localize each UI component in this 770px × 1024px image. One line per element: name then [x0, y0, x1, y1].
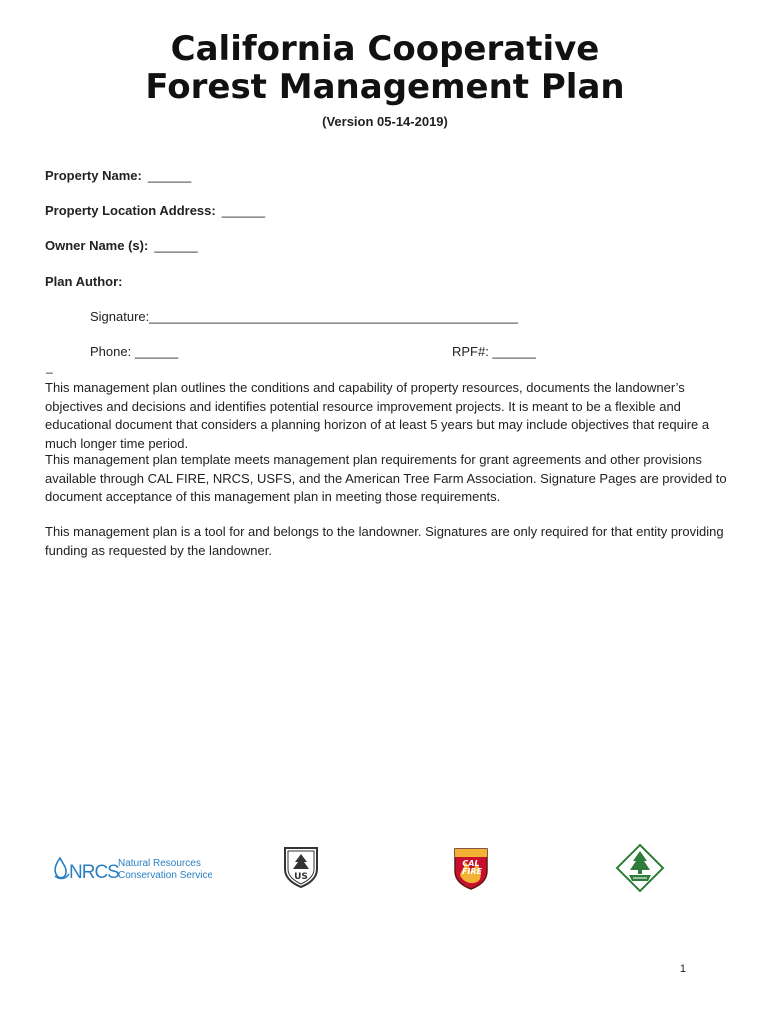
nrcs-abbr: NRCS	[69, 862, 119, 883]
property-name-field	[45, 168, 191, 183]
tree-farm-diamond-icon	[615, 843, 665, 893]
page-number: 1	[679, 963, 686, 975]
title-line-1: California Cooperative	[170, 29, 600, 69]
property-name-label: Property Name:	[45, 168, 142, 183]
signature-line[interactable]: Signature:___________________________________________________	[90, 309, 518, 324]
owner-name-field	[45, 238, 198, 253]
calfire-line1: CAL	[462, 859, 480, 868]
usfs-shield-logo	[282, 845, 320, 889]
property-location-value[interactable]: ______	[221, 203, 266, 218]
nrcs-logo	[52, 852, 212, 886]
usfs-text: US	[294, 872, 308, 882]
phone-field[interactable]: Phone: ______	[90, 344, 179, 359]
usfs-shield-icon	[282, 845, 320, 889]
calfire-shield-icon	[452, 845, 490, 891]
tree-farm-logo	[615, 843, 665, 893]
nrcs-logo-graphic	[52, 852, 212, 886]
paragraph-3: This management plan is a tool for and belongs to the landowner. Signatures are only required for that entity providing funding as requested by the landowner.	[45, 524, 724, 558]
paragraph-2: This management plan template meets management plan requirements for grant agreements and other provisions available through CAL FIRE, NRCS, USFS, and the American Tree Farm Association. Signature Pages are provided to document acceptance of this management plan in meeting those requirements.	[45, 452, 727, 504]
nrcs-line2: Conservation Service	[118, 870, 212, 881]
plan-author-label: Plan Author:	[45, 274, 123, 289]
paragraph-1: This management plan outlines the conditions and capability of property resources, documents the landowner’s objectives and decisions and identifies potential resource improvement projects. It is meant to be a flexible and educational document that considers a planning horizon of at least 5 years but may include objectives that require a much longer time period.	[45, 380, 710, 451]
property-location-label: Property Location Address:	[45, 203, 216, 218]
calfire-line2: FIRE	[461, 867, 483, 876]
owner-name-label: Owner Name (s):	[45, 238, 149, 253]
property-name-value[interactable]: ______	[147, 168, 192, 183]
owner-name-value[interactable]: ______	[154, 238, 198, 253]
document-title	[0, 30, 770, 106]
version-label: (Version 05-14-2019)	[322, 114, 448, 129]
rpf-field[interactable]: RPF#: ______	[452, 344, 536, 359]
title-line-2: Forest Management Plan	[145, 67, 625, 107]
calfire-logo	[452, 845, 490, 891]
underscore-marker: _	[46, 360, 53, 374]
property-location-field	[45, 203, 265, 218]
nrcs-line1: Natural Resources	[118, 858, 201, 869]
